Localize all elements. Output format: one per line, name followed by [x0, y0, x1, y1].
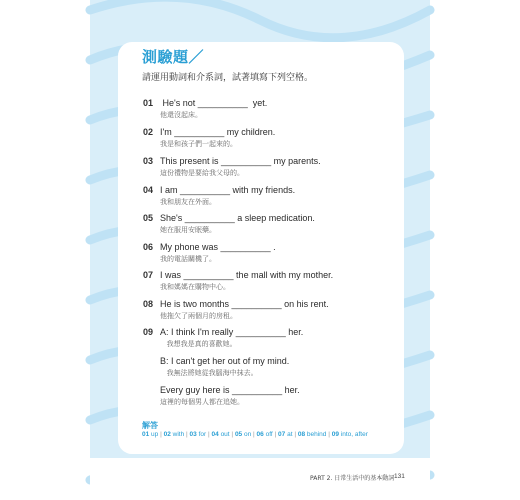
question-translation: 我想我是真的喜歡她。	[160, 340, 237, 348]
page-number: 131	[394, 473, 405, 480]
answer-word: behind	[306, 431, 327, 438]
question-number: 08	[143, 299, 154, 309]
question-number: 05	[143, 213, 154, 223]
answer-word: off	[265, 431, 273, 438]
answer-separator: |	[274, 431, 277, 438]
answer-number: 02	[163, 431, 171, 438]
question-translation: 這裡的每個男人都在追她。	[160, 398, 244, 406]
question-number: 03	[143, 156, 154, 166]
question-translation: 我是和孩子們一起來的。	[160, 140, 237, 148]
question-translation: 我和媽媽在購物中心。	[160, 283, 230, 291]
question-translation: 他拖欠了兩個月的房租。	[160, 312, 237, 320]
question-number: 01	[143, 98, 154, 108]
page-title: 測驗題／	[142, 48, 205, 66]
answer-number: 05	[234, 431, 243, 438]
answer-number: 01	[142, 431, 150, 438]
answer-word: at	[287, 431, 293, 438]
answer-separator: |	[231, 431, 234, 438]
answer-word: up	[151, 431, 159, 438]
answer-word: out	[220, 431, 230, 438]
question-sentence: I was __________ the mall with my mother.	[160, 270, 334, 280]
question-number: 04	[143, 185, 154, 195]
answer-number: 09	[331, 431, 339, 438]
question-translation: 我的電話關機了。	[160, 255, 216, 263]
question-sentence: He's not __________ yet.	[160, 98, 268, 108]
question-number: 09	[143, 327, 154, 337]
question-number: 06	[143, 242, 154, 252]
answer-word: for	[198, 431, 207, 438]
answer-separator: |	[328, 431, 330, 438]
question-number: 07	[143, 270, 154, 280]
answer-separator: |	[208, 431, 210, 438]
answer-word: into, after	[340, 431, 368, 438]
question-translation: 她在服用安眠藥。	[160, 226, 216, 234]
answers-heading: 解答	[142, 421, 158, 430]
question-number: 02	[143, 127, 154, 137]
answer-separator: |	[186, 431, 188, 438]
answer-key	[142, 431, 368, 438]
question-sentence: This present is __________ my parents.	[160, 156, 321, 166]
answer-word: with	[172, 431, 185, 438]
answer-word: on	[243, 431, 252, 438]
question-translation: 這份禮物是要給我父母的。	[160, 169, 244, 177]
answer-number: 07	[278, 431, 286, 438]
question-sentence: She's __________ a sleep medication.	[160, 213, 315, 223]
question-sentence: I am __________ with my friends.	[160, 185, 296, 195]
question-sentence: B: I can't get her out of my mind.	[160, 356, 290, 366]
question-translation: 我無法將她從我腦海中抹去。	[160, 369, 258, 377]
question-sentence: A: I think I'm really __________ her.	[160, 327, 304, 337]
question-sentence: Every guy here is __________ her.	[160, 385, 300, 395]
question-sentence: I'm __________ my children.	[160, 127, 276, 137]
instruction-text: 請運用動詞和介系詞，試著填寫下列空格。	[142, 73, 314, 83]
answer-number: 03	[189, 431, 197, 438]
question-translation: 他還沒起床。	[160, 111, 202, 119]
answer-separator: |	[253, 431, 255, 438]
running-footer: PART 2. 日常生活中的基本動詞	[310, 475, 395, 482]
answer-number: 04	[211, 431, 219, 438]
answer-number: 06	[256, 431, 264, 438]
answer-separator: |	[294, 431, 297, 438]
question-translation: 我和朋友在外面。	[160, 198, 216, 206]
question-sentence: He is two months __________ on his rent.	[160, 299, 329, 309]
answer-number: 08	[297, 431, 306, 438]
question-sentence: My phone was __________ .	[160, 242, 276, 252]
answer-separator: |	[160, 431, 162, 438]
